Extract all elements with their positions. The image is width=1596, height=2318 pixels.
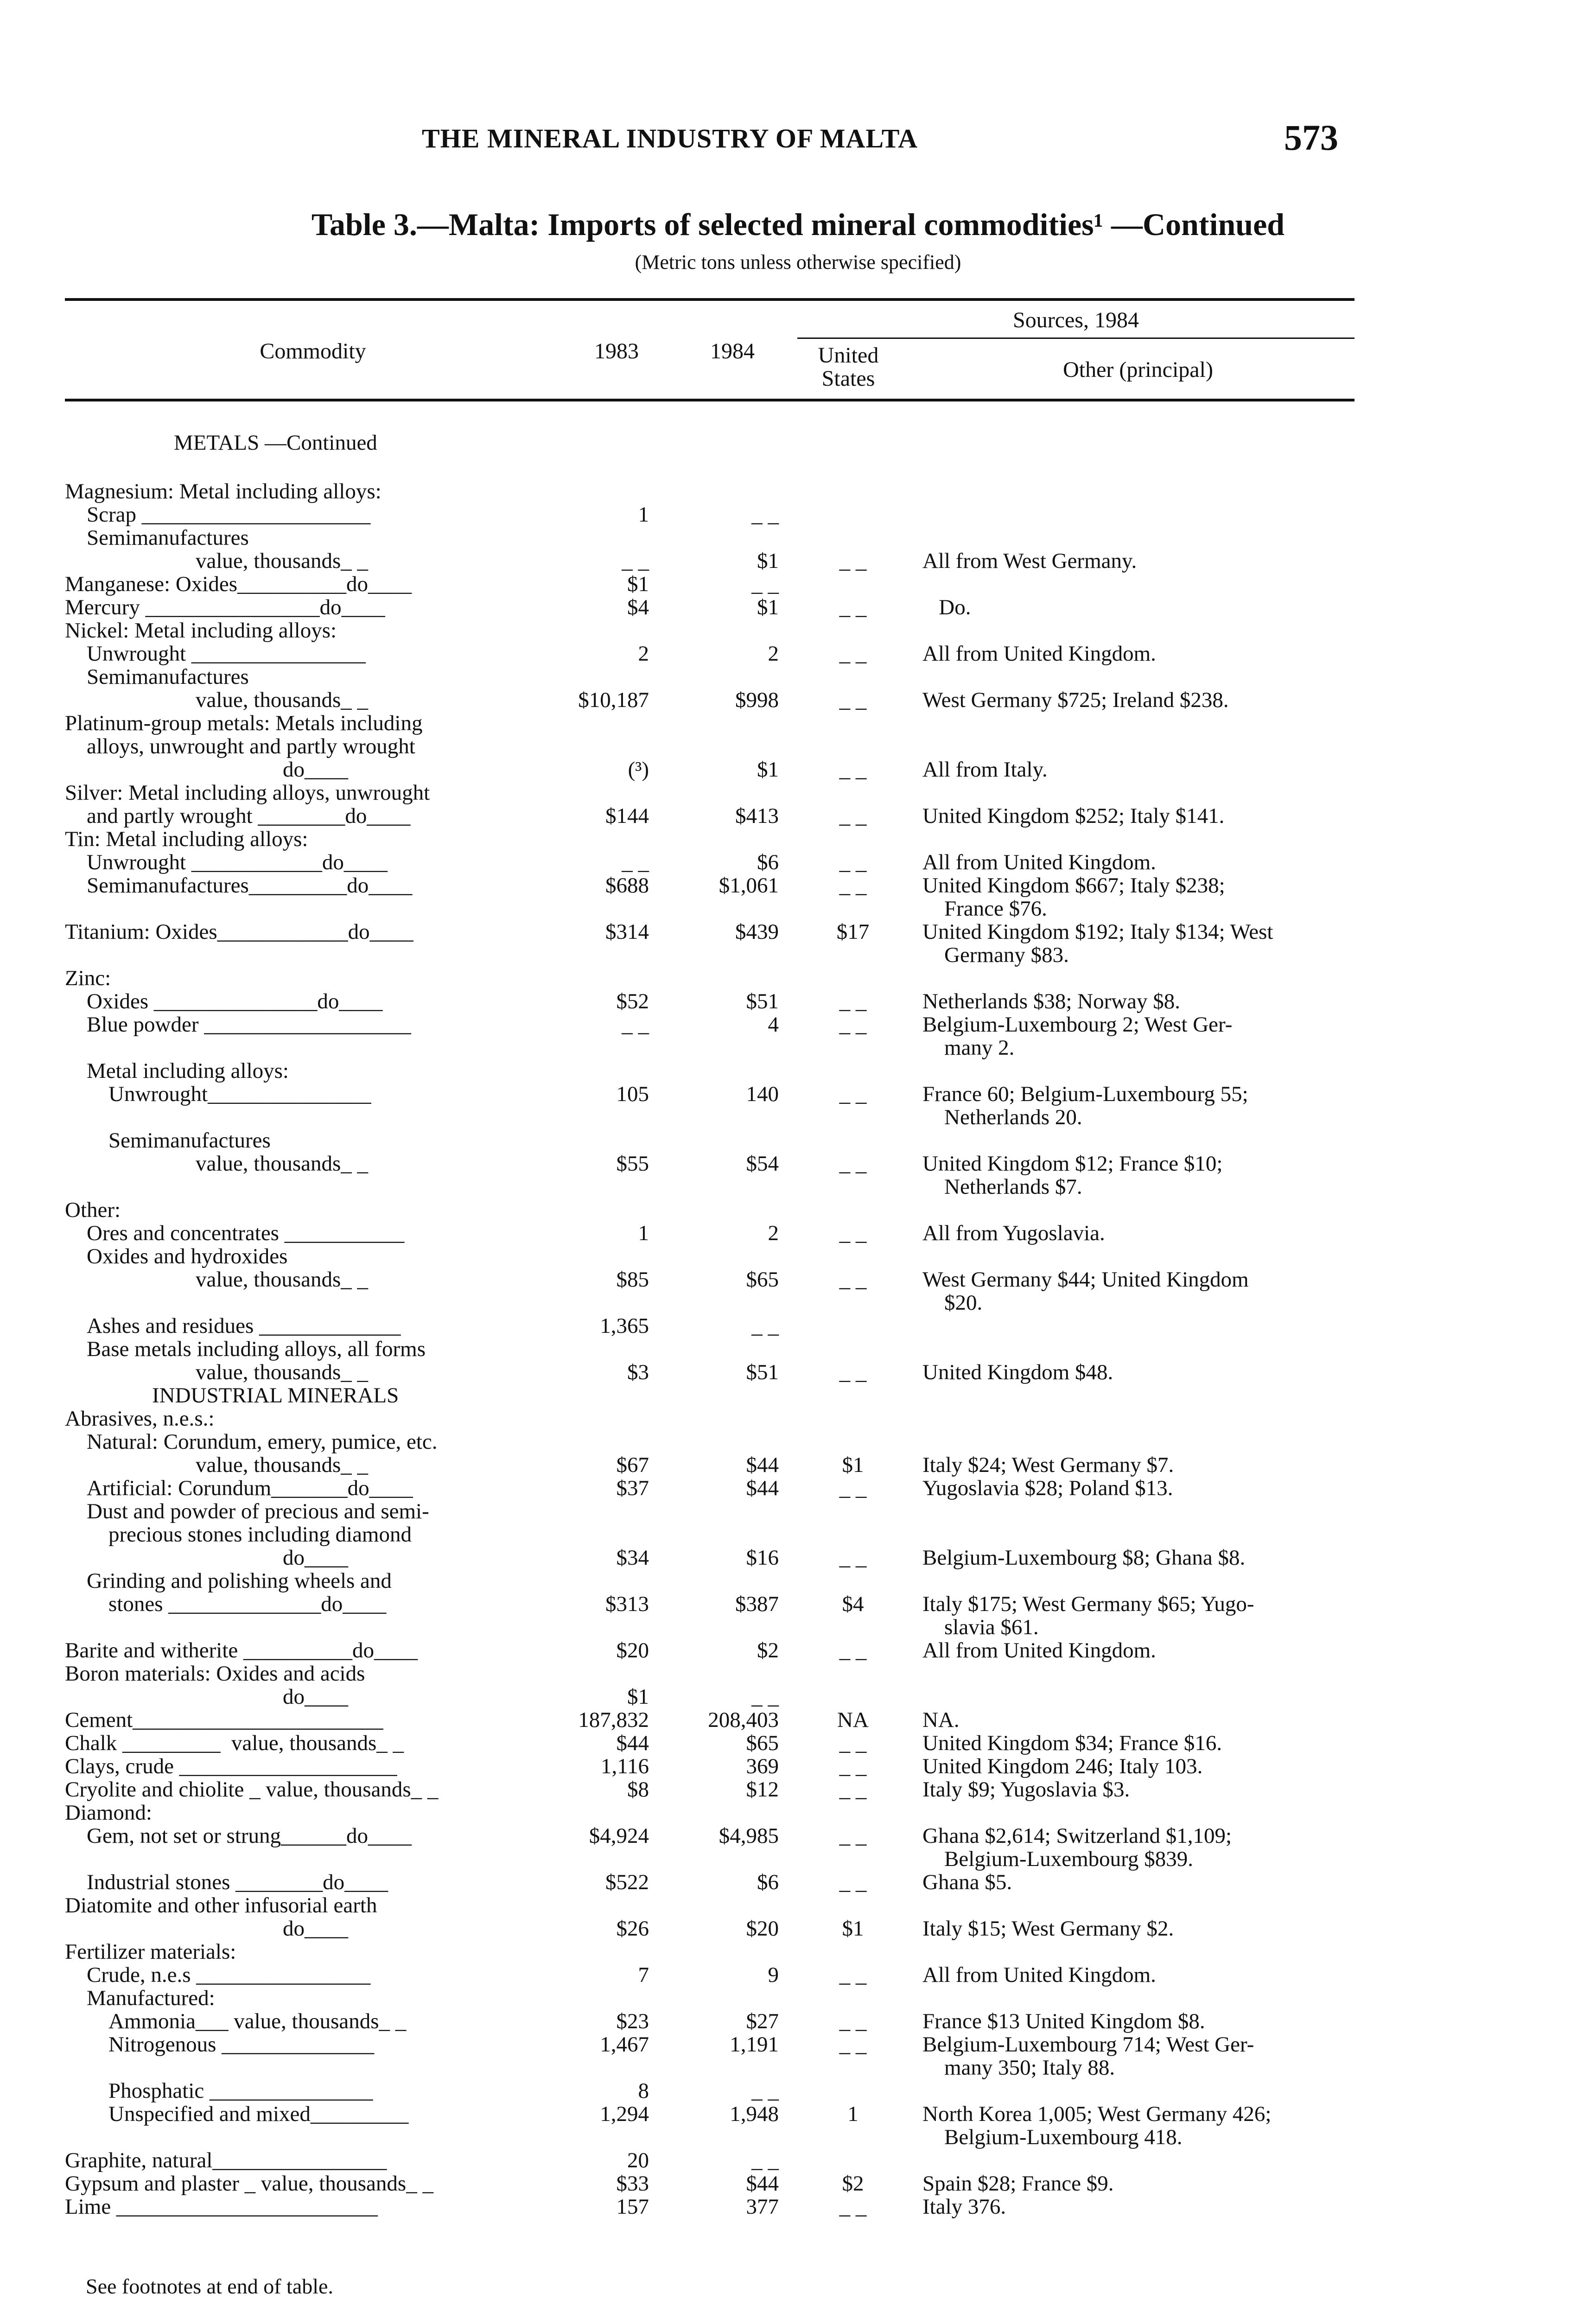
united-states-cell: _ _ bbox=[839, 1013, 867, 1037]
value-1984-cell: $439 bbox=[735, 920, 779, 944]
other-sources-cell: Belgium-Luxembourg 2; West Ger- many 2. bbox=[922, 1013, 1233, 1060]
value-1984-cell: 1,948 bbox=[730, 2102, 779, 2126]
united-states-cell: _ _ bbox=[839, 1360, 867, 1384]
header-other: Other (principal) bbox=[1063, 357, 1213, 382]
value-1983-cell: 187,832 bbox=[578, 1708, 649, 1732]
other-sources-cell: Belgium-Luxembourg $8; Ghana $8. bbox=[922, 1546, 1246, 1570]
commodity-cell: Unwrought ________________ bbox=[65, 642, 366, 666]
commodity-cell: Titanium: Oxides____________do____ bbox=[65, 920, 413, 944]
value-1984-cell: 369 bbox=[746, 1754, 779, 1778]
commodity-cell: value, thousands_ _ bbox=[65, 1453, 369, 1477]
commodity-cell: Zinc: bbox=[65, 966, 111, 990]
united-states-cell: _ _ bbox=[839, 758, 867, 782]
commodity-cell: Scrap _____________________ bbox=[65, 503, 371, 527]
other-sources-cell: All from United Kingdom. bbox=[922, 1638, 1156, 1662]
commodity-cell: Ammonia___ value, thousands_ _ bbox=[65, 2009, 407, 2033]
commodity-cell: value, thousands_ _ bbox=[65, 1152, 369, 1176]
commodity-cell: alloys, unwrought and partly wrought bbox=[65, 734, 415, 758]
other-sources-cell: Spain $28; France $9. bbox=[922, 2172, 1114, 2196]
value-1983-cell: $1 bbox=[627, 572, 649, 596]
commodity-cell: Lime ________________________ bbox=[65, 2195, 378, 2219]
value-1984-cell: $54 bbox=[746, 1152, 779, 1176]
commodity-cell: Tin: Metal including alloys: bbox=[65, 827, 308, 851]
value-1983-cell: $34 bbox=[616, 1546, 649, 1570]
footnote: See footnotes at end of table. bbox=[86, 2274, 333, 2298]
table-title: Table 3.—Malta: Imports of selected mineral commodities¹ —Continued bbox=[311, 207, 1285, 242]
united-states-cell: _ _ bbox=[839, 873, 867, 898]
value-1983-cell: $522 bbox=[605, 1870, 649, 1894]
united-states-cell: _ _ bbox=[839, 1824, 867, 1848]
value-1984-cell: $6 bbox=[757, 1870, 779, 1894]
commodity-cell: Graphite, natural________________ bbox=[65, 2148, 387, 2172]
commodity-cell: Silver: Metal including alloys, unwrought bbox=[65, 781, 430, 805]
other-sources-cell: United Kingdom $34; France $16. bbox=[922, 1731, 1222, 1755]
value-1983-cell: $26 bbox=[616, 1917, 649, 1941]
united-states-cell: _ _ bbox=[839, 595, 867, 619]
commodity-cell: Grinding and polishing wheels and bbox=[65, 1569, 392, 1593]
commodity-cell: Phosphatic _______________ bbox=[65, 2079, 373, 2103]
value-1983-cell: $20 bbox=[616, 1638, 649, 1662]
united-states-cell: _ _ bbox=[839, 989, 867, 1013]
commodity-cell: Semimanufactures bbox=[65, 1128, 271, 1153]
united-states-cell: $1 bbox=[842, 1917, 864, 1941]
value-1983-cell: 1,365 bbox=[600, 1314, 649, 1338]
other-sources-cell: Yugoslavia $28; Poland $13. bbox=[922, 1476, 1173, 1500]
commodity-cell: Magnesium: Metal including alloys: bbox=[65, 479, 382, 503]
commodity-cell: Boron materials: Oxides and acids bbox=[65, 1662, 365, 1686]
united-states-cell: _ _ bbox=[839, 549, 867, 573]
commodity-cell: Manufactured: bbox=[65, 1986, 215, 2010]
value-1983-cell: 8 bbox=[638, 2079, 649, 2103]
commodity-cell: precious stones including diamond bbox=[65, 1522, 412, 1547]
commodity-cell: Crude, n.e.s ________________ bbox=[65, 1963, 371, 1987]
value-1984-cell: $387 bbox=[735, 1592, 779, 1616]
value-1983-cell: 2 bbox=[638, 642, 649, 666]
other-sources-cell: West Germany $725; Ireland $238. bbox=[922, 688, 1229, 712]
value-1983-cell: $23 bbox=[616, 2009, 649, 2033]
value-1984-cell: $12 bbox=[746, 1777, 779, 1802]
value-1983-cell: (³) bbox=[628, 758, 649, 782]
value-1984-cell: $1,061 bbox=[719, 873, 779, 898]
commodity-cell: stones ______________do____ bbox=[65, 1592, 387, 1616]
other-sources-cell: United Kingdom $48. bbox=[922, 1360, 1113, 1384]
united-states-cell: $2 bbox=[842, 2172, 864, 2196]
commodity-cell: Other: bbox=[65, 1198, 121, 1222]
value-1983-cell: _ _ bbox=[622, 850, 649, 874]
commodity-cell: METALS —Continued bbox=[65, 431, 377, 455]
united-states-cell: _ _ bbox=[839, 1221, 867, 1245]
united-states-cell: _ _ bbox=[839, 1963, 867, 1987]
commodity-cell: Oxides _______________do____ bbox=[65, 989, 383, 1013]
other-sources-cell: Ghana $5. bbox=[922, 1870, 1012, 1894]
united-states-cell: NA bbox=[837, 1708, 869, 1732]
commodity-cell: Cryolite and chiolite _ value, thousands_ _ bbox=[65, 1777, 439, 1802]
page-number: 573 bbox=[1284, 117, 1338, 158]
other-sources-cell: United Kingdom $192; Italy $134; West Germany $83. bbox=[922, 920, 1273, 967]
other-sources-cell: All from Yugoslavia. bbox=[922, 1221, 1105, 1245]
value-1984-cell: _ _ bbox=[751, 2148, 779, 2172]
united-states-cell: _ _ bbox=[839, 1731, 867, 1755]
united-states-cell: $17 bbox=[836, 920, 870, 944]
value-1984-cell: 140 bbox=[746, 1082, 779, 1106]
united-states-cell: _ _ bbox=[839, 2032, 867, 2057]
united-states-cell: _ _ bbox=[839, 2009, 867, 2033]
value-1983-cell: $85 bbox=[616, 1267, 649, 1292]
other-sources-cell: Italy $175; West Germany $65; Yugo- slavia $61. bbox=[922, 1592, 1254, 1639]
value-1983-cell: 105 bbox=[616, 1082, 649, 1106]
value-1984-cell: $44 bbox=[746, 1453, 779, 1477]
value-1984-cell: $65 bbox=[746, 1731, 779, 1755]
header-united-states: United States bbox=[818, 343, 884, 391]
value-1984-cell: $413 bbox=[735, 804, 779, 828]
value-1983-cell: $3 bbox=[627, 1360, 649, 1384]
commodity-cell: Manganese: Oxides__________do____ bbox=[65, 572, 412, 596]
commodity-cell: Nickel: Metal including alloys: bbox=[65, 618, 337, 643]
united-states-cell: _ _ bbox=[839, 1082, 867, 1106]
commodity-cell: Unwrought ____________do____ bbox=[65, 850, 388, 874]
commodity-cell: Cement_______________________ bbox=[65, 1708, 383, 1732]
commodity-cell: INDUSTRIAL MINERALS bbox=[65, 1383, 399, 1407]
other-sources-cell: Netherlands $38; Norway $8. bbox=[922, 989, 1181, 1013]
header-1984: 1984 bbox=[710, 339, 755, 363]
united-states-cell: _ _ bbox=[839, 1267, 867, 1292]
united-states-cell: _ _ bbox=[839, 1870, 867, 1894]
value-1984-cell: 1,191 bbox=[730, 2032, 779, 2057]
value-1984-cell: $51 bbox=[746, 1360, 779, 1384]
commodity-cell: Gypsum and plaster _ value, thousands_ _ bbox=[65, 2172, 433, 2196]
value-1983-cell: $33 bbox=[616, 2172, 649, 2196]
commodity-cell: Gem, not set or strung______do____ bbox=[65, 1824, 412, 1848]
commodity-cell: Clays, crude ____________________ bbox=[65, 1754, 397, 1778]
value-1984-cell: $4,985 bbox=[719, 1824, 779, 1848]
other-sources-cell: Belgium-Luxembourg 714; West Ger- many 350; Italy 88. bbox=[922, 2032, 1254, 2080]
commodity-cell: Ashes and residues _____________ bbox=[65, 1314, 401, 1338]
united-states-cell: _ _ bbox=[839, 804, 867, 828]
value-1983-cell: 157 bbox=[616, 2195, 649, 2219]
united-states-cell: $4 bbox=[842, 1592, 864, 1616]
value-1983-cell: 1,294 bbox=[600, 2102, 649, 2126]
commodity-cell: Diamond: bbox=[65, 1801, 152, 1825]
value-1984-cell: _ _ bbox=[751, 1314, 779, 1338]
value-1983-cell: $67 bbox=[616, 1453, 649, 1477]
value-1984-cell: $998 bbox=[735, 688, 779, 712]
value-1984-cell: 4 bbox=[768, 1013, 779, 1037]
other-sources-cell: Italy $15; West Germany $2. bbox=[922, 1917, 1174, 1941]
value-1984-cell: $16 bbox=[746, 1546, 779, 1570]
value-1983-cell: $44 bbox=[616, 1731, 649, 1755]
other-sources-cell: United Kingdom $252; Italy $141. bbox=[922, 804, 1225, 828]
united-states-cell: _ _ bbox=[839, 642, 867, 666]
united-states-cell: _ _ bbox=[839, 688, 867, 712]
value-1984-cell: 208,403 bbox=[708, 1708, 779, 1732]
united-states-cell: _ _ bbox=[839, 1546, 867, 1570]
value-1984-cell: $44 bbox=[746, 2172, 779, 2196]
value-1984-cell: _ _ bbox=[751, 503, 779, 527]
value-1984-cell: _ _ bbox=[751, 1685, 779, 1709]
other-sources-cell: All from United Kingdom. bbox=[922, 850, 1156, 874]
other-sources-cell: North Korea 1,005; West Germany 426; Belgium-Luxembourg 418. bbox=[922, 2102, 1272, 2149]
header-1983: 1983 bbox=[594, 339, 639, 363]
united-states-cell: _ _ bbox=[839, 850, 867, 874]
other-sources-cell: France $13 United Kingdom $8. bbox=[922, 2009, 1205, 2033]
commodity-cell: Dust and powder of precious and semi- bbox=[65, 1499, 429, 1523]
united-states-cell: $1 bbox=[842, 1453, 864, 1477]
value-1984-cell: $1 bbox=[757, 595, 779, 619]
value-1983-cell: 20 bbox=[627, 2148, 649, 2172]
commodity-cell: value, thousands_ _ bbox=[65, 688, 369, 712]
commodity-cell: Ores and concentrates ___________ bbox=[65, 1221, 405, 1245]
other-sources-cell: All from Italy. bbox=[922, 758, 1048, 782]
header-commodity: Commodity bbox=[260, 339, 366, 363]
value-1983-cell: 1,467 bbox=[600, 2032, 649, 2057]
value-1983-cell: $313 bbox=[605, 1592, 649, 1616]
commodity-cell: value, thousands_ _ bbox=[65, 1360, 369, 1384]
united-states-cell: _ _ bbox=[839, 1754, 867, 1778]
value-1984-cell: $1 bbox=[757, 549, 779, 573]
commodity-cell: do____ bbox=[65, 1917, 348, 1941]
value-1984-cell: _ _ bbox=[751, 572, 779, 596]
united-states-cell: _ _ bbox=[839, 1152, 867, 1176]
other-sources-cell: All from United Kingdom. bbox=[922, 642, 1156, 666]
value-1984-cell: $1 bbox=[757, 758, 779, 782]
value-1984-cell: 9 bbox=[768, 1963, 779, 1987]
other-sources-cell: All from United Kingdom. bbox=[922, 1963, 1156, 1987]
value-1983-cell: 1 bbox=[638, 503, 649, 527]
value-1984-cell: $2 bbox=[757, 1638, 779, 1662]
commodity-cell: Oxides and hydroxides bbox=[65, 1244, 288, 1268]
other-sources-cell: West Germany $44; United Kingdom $20. bbox=[922, 1267, 1249, 1315]
value-1983-cell: 7 bbox=[638, 1963, 649, 1987]
commodity-cell: Semimanufactures bbox=[65, 526, 249, 550]
value-1983-cell: $37 bbox=[616, 1476, 649, 1500]
running-head: THE MINERAL INDUSTRY OF MALTA bbox=[422, 123, 918, 153]
other-sources-cell: United Kingdom 246; Italy 103. bbox=[922, 1754, 1203, 1778]
other-sources-cell: United Kingdom $12; France $10; Netherlands $7. bbox=[922, 1152, 1223, 1199]
commodity-cell: and partly wrought ________do____ bbox=[65, 804, 411, 828]
united-states-cell: _ _ bbox=[839, 1777, 867, 1802]
other-sources-cell: Italy 376. bbox=[922, 2195, 1006, 2219]
other-sources-cell: Italy $9; Yugoslavia $3. bbox=[922, 1777, 1130, 1802]
commodity-cell: Metal including alloys: bbox=[65, 1059, 289, 1083]
other-sources-cell: Italy $24; West Germany $7. bbox=[922, 1453, 1174, 1477]
commodity-cell: Blue powder ___________________ bbox=[65, 1013, 411, 1037]
commodity-cell: Semimanufactures bbox=[65, 665, 249, 689]
header-sources: Sources, 1984 bbox=[1013, 308, 1139, 332]
value-1984-cell: $27 bbox=[746, 2009, 779, 2033]
commodity-cell: do____ bbox=[65, 758, 348, 782]
other-sources-cell: Do. bbox=[922, 595, 971, 619]
commodity-cell: do____ bbox=[65, 1685, 348, 1709]
value-1983-cell: $8 bbox=[627, 1777, 649, 1802]
commodity-cell: value, thousands_ _ bbox=[65, 549, 369, 573]
value-1983-cell: $688 bbox=[605, 873, 649, 898]
commodity-cell: Abrasives, n.e.s.: bbox=[65, 1407, 215, 1431]
commodity-cell: Platinum-group metals: Metals including bbox=[65, 711, 423, 735]
value-1983-cell: 1,116 bbox=[600, 1754, 649, 1778]
other-sources-cell: All from West Germany. bbox=[922, 549, 1137, 573]
commodity-cell: Barite and witherite __________do____ bbox=[65, 1638, 418, 1662]
value-1984-cell: 2 bbox=[768, 642, 779, 666]
commodity-cell: Natural: Corundum, emery, pumice, etc. bbox=[65, 1430, 438, 1454]
commodity-cell: Unspecified and mixed_________ bbox=[65, 2102, 409, 2126]
commodity-cell: Chalk _________ value, thousands_ _ bbox=[65, 1731, 404, 1755]
value-1983-cell: $52 bbox=[616, 989, 649, 1013]
commodity-cell: Artificial: Corundum_______do____ bbox=[65, 1476, 413, 1500]
value-1983-cell: $144 bbox=[605, 804, 649, 828]
value-1983-cell: $10,187 bbox=[578, 688, 649, 712]
value-1983-cell: _ _ bbox=[622, 549, 649, 573]
commodity-cell: Semimanufactures_________do____ bbox=[65, 873, 413, 898]
other-sources-cell: France 60; Belgium-Luxembourg 55; Netherlands 20. bbox=[922, 1082, 1248, 1129]
value-1983-cell: $314 bbox=[605, 920, 649, 944]
commodity-cell: value, thousands_ _ bbox=[65, 1267, 369, 1292]
value-1984-cell: 377 bbox=[746, 2195, 779, 2219]
value-1984-cell: 2 bbox=[768, 1221, 779, 1245]
table-subtitle: (Metric tons unless otherwise specified) bbox=[635, 251, 961, 274]
other-sources-cell: Ghana $2,614; Switzerland $1,109; Belgium-Luxembourg $839. bbox=[922, 1824, 1232, 1871]
commodity-cell: Mercury ________________do____ bbox=[65, 595, 385, 619]
commodity-cell: Diatomite and other infusorial earth bbox=[65, 1893, 377, 1917]
other-sources-cell: United Kingdom $667; Italy $238; France $76. bbox=[922, 873, 1225, 921]
value-1984-cell: $65 bbox=[746, 1267, 779, 1292]
commodity-cell: Base metals including alloys, all forms bbox=[65, 1337, 426, 1361]
commodity-cell: Nitrogenous ______________ bbox=[65, 2032, 375, 2057]
commodity-cell: Unwrought_______________ bbox=[65, 1082, 371, 1106]
value-1983-cell: 1 bbox=[638, 1221, 649, 1245]
value-1983-cell: $4,924 bbox=[589, 1824, 649, 1848]
value-1984-cell: $20 bbox=[746, 1917, 779, 1941]
value-1983-cell: $55 bbox=[616, 1152, 649, 1176]
value-1983-cell: $4 bbox=[627, 595, 649, 619]
other-sources-cell: NA. bbox=[922, 1708, 960, 1732]
value-1984-cell: $51 bbox=[746, 989, 779, 1013]
commodity-cell: Fertilizer materials: bbox=[65, 1940, 236, 1964]
commodity-cell: do____ bbox=[65, 1546, 348, 1570]
united-states-cell: _ _ bbox=[839, 1638, 867, 1662]
united-states-cell: 1 bbox=[847, 2102, 858, 2126]
value-1984-cell: $6 bbox=[757, 850, 779, 874]
united-states-cell: _ _ bbox=[839, 1476, 867, 1500]
commodity-cell: Industrial stones ________do____ bbox=[65, 1870, 388, 1894]
value-1984-cell: _ _ bbox=[751, 2079, 779, 2103]
value-1984-cell: $44 bbox=[746, 1476, 779, 1500]
value-1983-cell: $1 bbox=[627, 1685, 649, 1709]
value-1983-cell: _ _ bbox=[622, 1013, 649, 1037]
united-states-cell: _ _ bbox=[839, 2195, 867, 2219]
